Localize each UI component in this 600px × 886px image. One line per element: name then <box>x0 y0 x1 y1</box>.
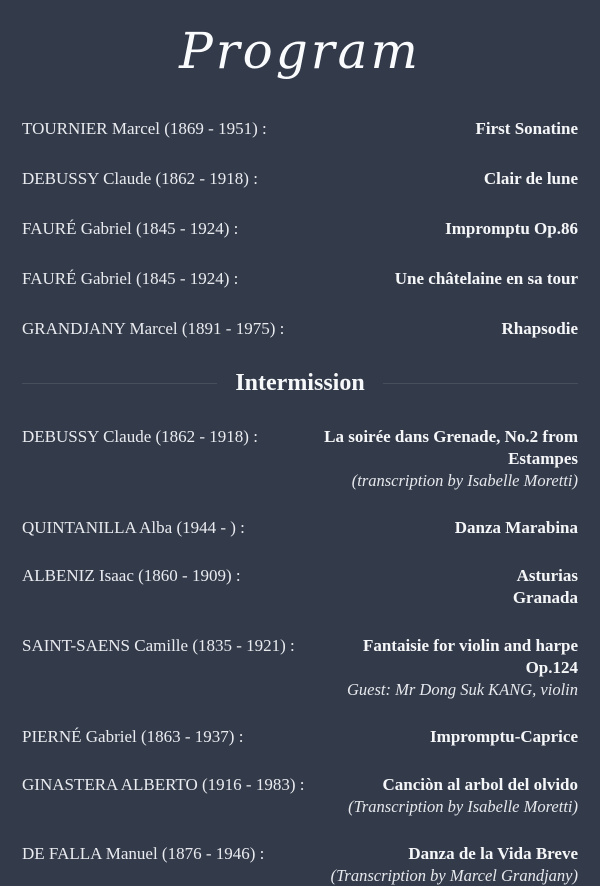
piece-title: Granada <box>512 588 578 607</box>
piece-list <box>279 118 578 140</box>
piece-title: Danza de la Vida Breve <box>408 844 578 863</box>
composer-name: DEBUSSY Claude (1862 - 1918) : <box>22 427 258 446</box>
piece-list <box>250 268 578 290</box>
program-row <box>22 118 578 140</box>
piece-list <box>307 635 578 700</box>
piece-list <box>255 726 578 748</box>
piece-title: Canciòn al arbol del olvido <box>382 775 578 794</box>
composer-name: ALBENIZ Isaac (1860 - 1909) : <box>22 566 241 585</box>
piece-list <box>316 774 578 817</box>
piece-list <box>296 318 578 340</box>
piece-note: Guest: Mr Dong Suk KANG, violin <box>347 680 578 699</box>
piece-title: First Sonatine <box>475 119 578 138</box>
program-row <box>22 426 578 491</box>
piece-list <box>270 426 578 491</box>
program-row <box>22 168 578 190</box>
piece-title: Rhapsodie <box>501 319 578 338</box>
composer-name: GINASTERA ALBERTO (1916 - 1983) : <box>22 775 305 794</box>
program-row <box>22 726 578 748</box>
intermission-heading: Intermission <box>235 370 365 396</box>
program-row <box>22 268 578 290</box>
piece-title: Impromptu Op.86 <box>445 219 578 238</box>
program-section-first-half <box>22 118 578 340</box>
composer-name: GRANDJANY Marcel (1891 - 1975) : <box>22 319 285 338</box>
program-row <box>22 318 578 340</box>
composer-name: SAINT-SAENS Camille (1835 - 1921) : <box>22 636 295 655</box>
piece-title: Asturias <box>516 566 578 585</box>
composer-name: FAURÉ Gabriel (1845 - 1924) : <box>22 219 239 238</box>
piece-note: (Transcription by Isabelle Moretti) <box>348 797 578 816</box>
composer-name: QUINTANILLA Alba (1944 - ) : <box>22 518 245 537</box>
divider-line-left <box>22 383 217 384</box>
program-row <box>22 774 578 817</box>
program-row <box>22 218 578 240</box>
piece-title: Clair de lune <box>483 169 578 188</box>
program-row <box>22 517 578 539</box>
page-title: Program <box>179 22 421 80</box>
program-section-second-half <box>22 426 578 886</box>
composer-name: DEBUSSY Claude (1862 - 1918) : <box>22 169 258 188</box>
piece-note: (transcription by Isabelle Moretti) <box>351 471 578 490</box>
piece-title: Impromptu-Caprice <box>430 727 578 746</box>
piece-title: La soirée dans Grenade, No.2 from Estampes <box>324 427 578 468</box>
composer-name: FAURÉ Gabriel (1845 - 1924) : <box>22 269 239 288</box>
piece-list <box>253 565 578 609</box>
piece-list <box>270 168 578 190</box>
program-row <box>22 843 578 886</box>
piece-list <box>250 218 578 240</box>
divider-line-right <box>383 383 578 384</box>
intermission-divider <box>22 368 578 398</box>
piece-list <box>257 517 578 539</box>
program-row <box>22 635 578 700</box>
program-row <box>22 565 578 609</box>
piece-note: (Transcription by Marcel Grandjany) <box>330 866 578 885</box>
piece-list <box>276 843 578 886</box>
composer-name: DE FALLA Manuel (1876 - 1946) : <box>22 844 265 863</box>
piece-title: Une châtelaine en sa tour <box>394 269 578 288</box>
piece-title: Fantaisie for violin and harpe Op.124 <box>362 636 578 677</box>
piece-title: Danza Marabina <box>454 518 578 537</box>
composer-name: TOURNIER Marcel (1869 - 1951) : <box>22 119 267 138</box>
composer-name: PIERNÉ Gabriel (1863 - 1937) : <box>22 727 244 746</box>
